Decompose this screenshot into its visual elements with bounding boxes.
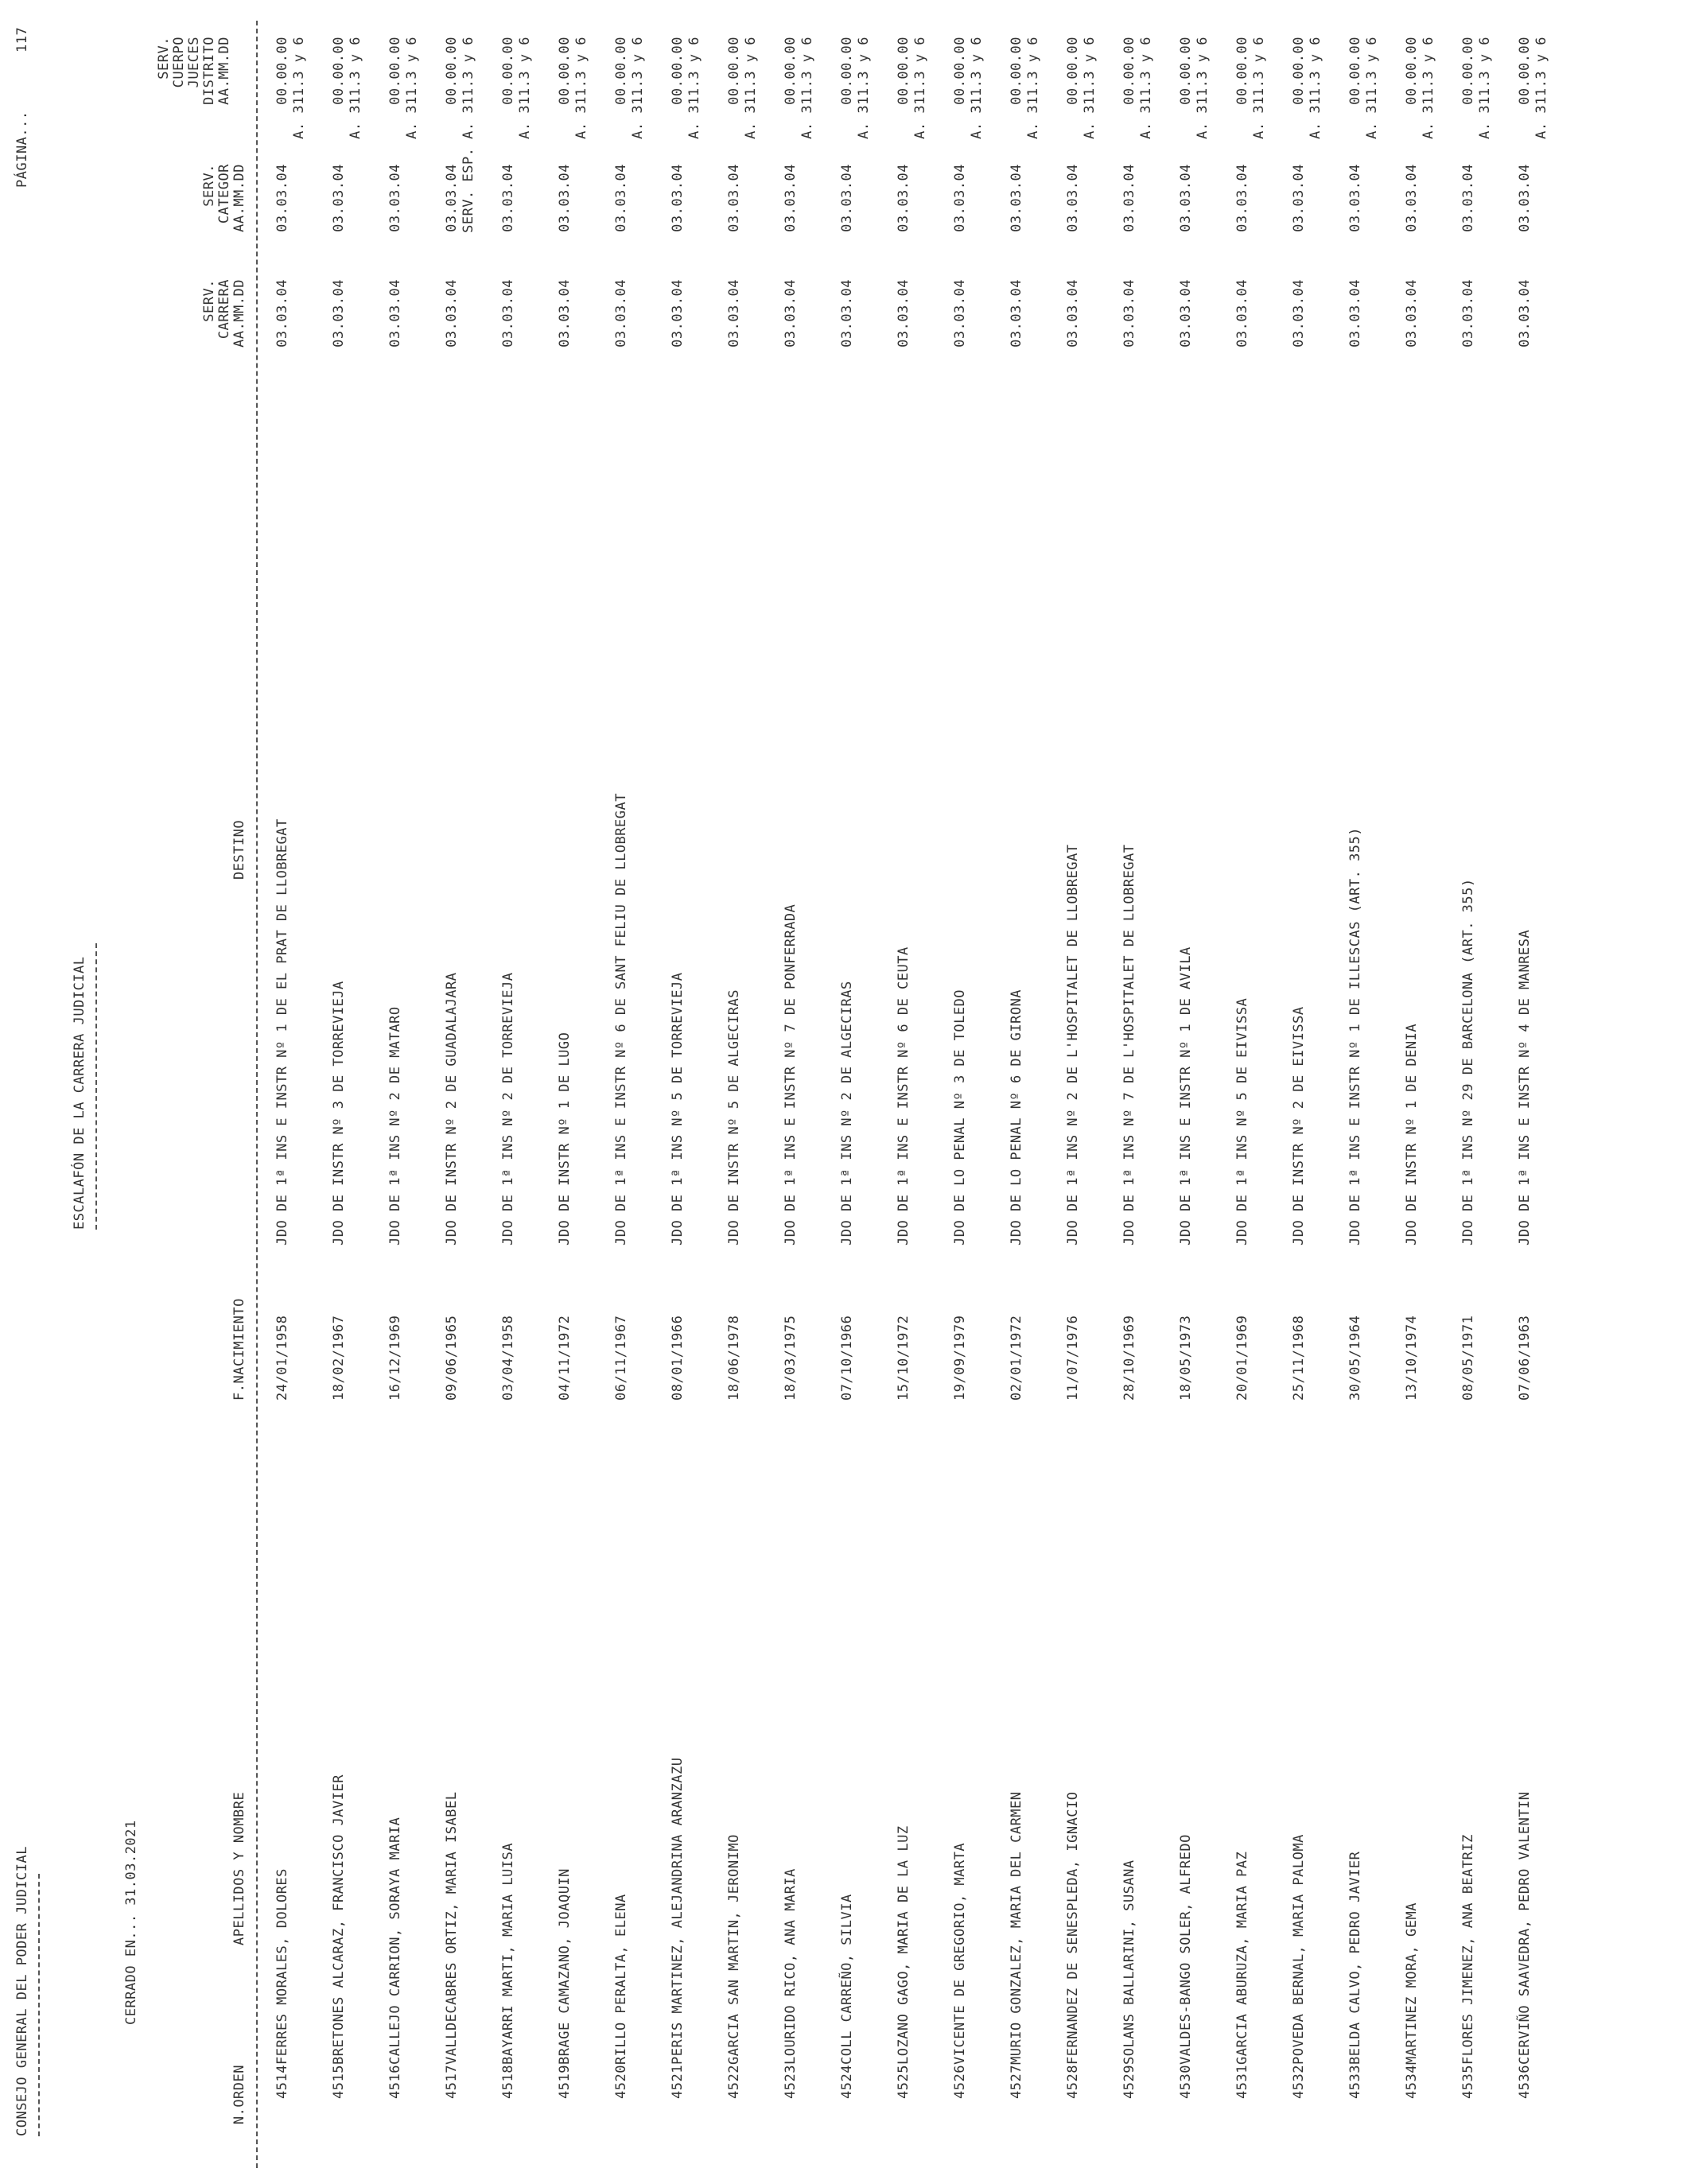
row-categ: 03.03.04 (1460, 164, 1476, 232)
row-distr: 00.00.00 (274, 37, 290, 105)
header-fecha: F.NACIMIENTO (231, 1298, 247, 1401)
header-categ-1: SERV. (201, 164, 217, 207)
row-fecha: 11/07/1976 (1065, 1315, 1081, 1401)
row-carrera: 03.03.04 (331, 279, 347, 348)
row-categ: 03.03.04 (670, 164, 686, 232)
row-orden: 4526 (952, 2065, 968, 2099)
row-fecha: 18/02/1967 (331, 1315, 347, 1401)
row-nombre: COLL CARREÑO, SILVIA (839, 1894, 855, 2065)
cerrado-date: CERRADO EN... 31.03.2021 (123, 1820, 139, 2025)
row-categ: 03.03.04 (952, 164, 968, 232)
row-distr: 00.00.00 (896, 37, 912, 105)
row-destino: JDO DE 1ª INS Nº 2 DE ALGECIRAS (839, 981, 855, 1246)
row-orden: 4520 (613, 2065, 629, 2099)
row-extra: A. 311.3 y 6 (1251, 37, 1267, 139)
row-orden: 4529 (1122, 2065, 1137, 2099)
row-nombre: BRETONES ALCARAZ, FRANCISCO JAVIER (331, 1774, 347, 2065)
row-destino: JDO DE 1ª INS Nº 2 DE MATARO (387, 1006, 403, 1246)
row-destino: JDO DE INSTR Nº 5 DE ALGECIRAS (726, 989, 742, 1246)
row-extra: A. 311.3 y 6 (291, 37, 307, 139)
row-nombre: FLORES JIMENEZ, ANA BEATRIZ (1460, 1834, 1476, 2065)
row-distr: 00.00.00 (1065, 37, 1081, 105)
row-distr: 00.00.00 (1234, 37, 1250, 105)
row-fecha: 08/01/1966 (670, 1315, 686, 1401)
row-categ: 03.03.04 (1009, 164, 1024, 232)
row-carrera: 03.03.04 (387, 279, 403, 348)
row-distr: 00.00.00 (726, 37, 742, 105)
row-extra: A. 311.3 y 6 (1082, 37, 1098, 139)
row-orden: 4536 (1517, 2065, 1533, 2099)
page-number: 117 (14, 26, 30, 52)
header-destino: DESTINO (231, 819, 247, 880)
row-destino: JDO DE INSTR Nº 1 DE LUGO (557, 1032, 573, 1246)
row-distr: 00.00.00 (1291, 37, 1307, 105)
header-nombre: APELLIDOS Y NOMBRE (231, 1791, 247, 1945)
row-carrera: 03.03.04 (1234, 279, 1250, 348)
row-orden: 4534 (1404, 2065, 1420, 2099)
row-extra: A. 311.3 y 6 (1195, 37, 1211, 139)
row-carrera: 03.03.04 (1404, 279, 1420, 348)
row-categ: 03.03.04 (1404, 164, 1420, 232)
row-distr: 00.00.00 (387, 37, 403, 105)
row-fecha: 28/10/1969 (1122, 1315, 1137, 1401)
row-carrera: 03.03.04 (557, 279, 573, 348)
row-carrera: 03.03.04 (613, 279, 629, 348)
row-extra: A. 311.3 y 6 (1421, 37, 1436, 139)
row-orden: 4527 (1009, 2065, 1024, 2099)
row-carrera: 03.03.04 (1009, 279, 1024, 348)
row-categ: 03.03.04 (557, 164, 573, 232)
row-orden: 4522 (726, 2065, 742, 2099)
row-distr: 00.00.00 (783, 37, 799, 105)
row-extra: A. 311.3 y 6 (1308, 37, 1324, 139)
row-destino: JDO DE INSTR Nº 1 DE DENIA (1404, 1023, 1420, 1246)
title-underline (95, 943, 97, 1230)
row-distr: 00.00.00 (1122, 37, 1137, 105)
row-extra: A. 311.3 y 6 (743, 37, 759, 139)
row-carrera: 03.03.04 (896, 279, 912, 348)
row-destino: JDO DE 1ª INS E INSTR Nº 1 DE ILLESCAS (ART. 355) (1347, 826, 1363, 1246)
row-distr: 00.00.00 (613, 37, 629, 105)
row-carrera: 03.03.04 (1347, 279, 1363, 348)
row-fecha: 04/11/1972 (557, 1315, 573, 1401)
document-title: ESCALAFÓN DE LA CARRERA JUDICIAL (72, 956, 87, 1230)
row-fecha: 30/05/1964 (1347, 1315, 1363, 1401)
row-categ: 03.03.04 (1234, 164, 1250, 232)
row-extra: A. 311.3 y 6 (1534, 37, 1549, 139)
row-nombre: BELDA CALVO, PEDRO JAVIER (1347, 1851, 1363, 2065)
row-orden: 4519 (557, 2065, 573, 2099)
row-destino: JDO DE 1ª INS Nº 5 DE EIVISSA (1234, 997, 1250, 1246)
row-orden: 4514 (274, 2065, 290, 2099)
row-destino: JDO DE 1ª INS E INSTR Nº 7 DE PONFERRADA (783, 904, 799, 1246)
row-destino: JDO DE INSTR Nº 2 DE EIVISSA (1291, 1006, 1307, 1246)
row-orden: 4521 (670, 2065, 686, 2099)
row-nombre: VICENTE DE GREGORIO, MARTA (952, 1842, 968, 2065)
row-orden: 4525 (896, 2065, 912, 2099)
header-carrera-1: SERV. (201, 279, 217, 322)
page-label: PÁGINA... (14, 111, 30, 188)
row-extra: SERV. ESP. A. 311.3 y 6 (461, 37, 476, 233)
row-fecha: 15/10/1972 (896, 1315, 912, 1401)
row-nombre: LOZANO GAGO, MARIA DE LA LUZ (896, 1825, 912, 2065)
row-carrera: 03.03.04 (670, 279, 686, 348)
row-nombre: PERIS MARTINEZ, ALEJANDRINA ARANZAZU (670, 1757, 686, 2065)
row-extra: A. 311.3 y 6 (348, 37, 363, 139)
row-orden: 4531 (1234, 2065, 1250, 2099)
header-orden: N.ORDEN (231, 2065, 247, 2125)
row-destino: JDO DE LO PENAL Nº 6 DE GIRONA (1009, 989, 1024, 1246)
row-destino: JDO DE 1ª INS E INSTR Nº 1 DE EL PRAT DE LLOBREGAT (274, 818, 290, 1246)
row-categ: 03.03.04 (726, 164, 742, 232)
row-fecha: 16/12/1969 (387, 1315, 403, 1401)
header-categ-3: AA.MM.DD (231, 164, 247, 232)
row-categ: 03.03.04 (274, 164, 290, 232)
organization-underline (38, 1874, 40, 2136)
row-nombre: GARCIA SAN MARTIN, JERONIMO (726, 1834, 742, 2065)
row-distr: 00.00.00 (1404, 37, 1420, 105)
row-fecha: 18/03/1975 (783, 1315, 799, 1401)
row-nombre: VALLDECABRES ORTIZ, MARIA ISABEL (444, 1791, 460, 2065)
row-destino: JDO DE LO PENAL Nº 3 DE TOLEDO (952, 989, 968, 1246)
row-nombre: MURIO GONZALEZ, MARIA DEL CARMEN (1009, 1791, 1024, 2065)
row-categ: 03.03.04 (1178, 164, 1194, 232)
row-distr: 00.00.00 (557, 37, 573, 105)
row-categ: 03.03.04 (896, 164, 912, 232)
row-distr: 00.00.00 (839, 37, 855, 105)
header-distr-3: JUECES (186, 37, 202, 88)
row-orden: 4532 (1291, 2065, 1307, 2099)
row-fecha: 18/06/1978 (726, 1315, 742, 1401)
row-categ: 03.03.04 (387, 164, 403, 232)
row-distr: 00.00.00 (670, 37, 686, 105)
row-nombre: SOLANS BALLARINI, SUSANA (1122, 1860, 1137, 2065)
row-categ: 03.03.04 (444, 164, 460, 232)
row-distr: 00.00.00 (500, 37, 516, 105)
row-nombre: FERRES MORALES, DOLORES (274, 1868, 290, 2065)
row-destino: JDO DE 1ª INS E INSTR Nº 4 DE MANRESA (1517, 929, 1533, 1246)
row-carrera: 03.03.04 (839, 279, 855, 348)
row-extra: A. 311.3 y 6 (969, 37, 985, 139)
row-extra: A. 311.3 y 6 (1138, 37, 1154, 139)
row-fecha: 25/11/1968 (1291, 1315, 1307, 1401)
header-carrera-3: AA.MM.DD (231, 279, 247, 348)
row-extra: A. 311.3 y 6 (686, 37, 702, 139)
row-carrera: 03.03.04 (500, 279, 516, 348)
organization-name: CONSEJO GENERAL DEL PODER JUDICIAL (14, 1846, 30, 2136)
row-orden: 4530 (1178, 2065, 1194, 2099)
row-destino: JDO DE 1ª INS E INSTR Nº 6 DE CEUTA (896, 946, 912, 1246)
header-separator (256, 21, 258, 2168)
header-categ-2: CATEGOR (216, 164, 232, 224)
row-extra: A. 311.3 y 6 (912, 37, 928, 139)
row-orden: 4523 (783, 2065, 799, 2099)
row-nombre: BRAGE CAMAZANO, JOAQUIN (557, 1868, 573, 2065)
row-carrera: 03.03.04 (274, 279, 290, 348)
row-orden: 4535 (1460, 2065, 1476, 2099)
row-destino: JDO DE INSTR Nº 2 DE GUADALAJARA (444, 972, 460, 1246)
row-fecha: 06/11/1967 (613, 1315, 629, 1401)
row-extra: A. 311.3 y 6 (799, 37, 815, 139)
row-fecha: 08/05/1971 (1460, 1315, 1476, 1401)
row-fecha: 03/04/1958 (500, 1315, 516, 1401)
row-destino: JDO DE 1ª INS E INSTR Nº 6 DE SANT FELIU DE LLOBREGAT (613, 793, 629, 1246)
row-destino: JDO DE 1ª INS Nº 7 DE L'HOSPITALET DE LLOBREGAT (1122, 844, 1137, 1246)
row-nombre: GARCIA ABURUZA, MARIA PAZ (1234, 1851, 1250, 2065)
row-categ: 03.03.04 (1122, 164, 1137, 232)
row-fecha: 07/10/1966 (839, 1315, 855, 1401)
row-nombre: VALDES-BANGO SOLER, ALFREDO (1178, 1834, 1194, 2065)
row-extra: A. 311.3 y 6 (573, 37, 589, 139)
row-nombre: BAYARRI MARTI, MARIA LUISA (500, 1842, 516, 2065)
row-categ: 03.03.04 (331, 164, 347, 232)
header-distr-2: CUERPO (171, 37, 187, 88)
row-extra: A. 311.3 y 6 (856, 37, 872, 139)
row-destino: JDO DE 1ª INS Nº 29 DE BARCELONA (ART. 355) (1460, 878, 1476, 1246)
row-extra: A. 311.3 y 6 (517, 37, 533, 139)
row-nombre: POVEDA BERNAL, MARIA PALOMA (1291, 1834, 1307, 2065)
row-orden: 4516 (387, 2065, 403, 2099)
row-extra: A. 311.3 y 6 (404, 37, 420, 139)
row-carrera: 03.03.04 (444, 279, 460, 348)
row-destino: JDO DE INSTR Nº 3 DE TORREVIEJA (331, 981, 347, 1246)
row-nombre: FERNANDEZ DE SENESPLEDA, IGNACIO (1065, 1791, 1081, 2065)
header-distr-5: AA.MM.DD (216, 37, 232, 105)
row-distr: 00.00.00 (1460, 37, 1476, 105)
row-distr: 00.00.00 (1517, 37, 1533, 105)
row-categ: 03.03.04 (613, 164, 629, 232)
row-fecha: 24/01/1958 (274, 1315, 290, 1401)
row-carrera: 03.03.04 (952, 279, 968, 348)
row-fecha: 20/01/1969 (1234, 1315, 1250, 1401)
row-extra: A. 311.3 y 6 (630, 37, 646, 139)
row-carrera: 03.03.04 (1122, 279, 1137, 348)
row-extra: A. 311.3 y 6 (1025, 37, 1041, 139)
row-nombre: CERVIÑO SAAVEDRA, PEDRO VALENTIN (1517, 1791, 1533, 2065)
row-distr: 00.00.00 (952, 37, 968, 105)
row-categ: 03.03.04 (1517, 164, 1533, 232)
row-fecha: 09/06/1965 (444, 1315, 460, 1401)
row-carrera: 03.03.04 (1460, 279, 1476, 348)
row-categ: 03.03.04 (500, 164, 516, 232)
row-nombre: LOURIDO RICO, ANA MARIA (783, 1868, 799, 2065)
row-carrera: 03.03.04 (1178, 279, 1194, 348)
row-orden: 4528 (1065, 2065, 1081, 2099)
row-carrera: 03.03.04 (726, 279, 742, 348)
row-orden: 4515 (331, 2065, 347, 2099)
row-carrera: 03.03.04 (1065, 279, 1081, 348)
row-fecha: 18/05/1973 (1178, 1315, 1194, 1401)
row-distr: 00.00.00 (331, 37, 347, 105)
row-categ: 03.03.04 (1347, 164, 1363, 232)
row-orden: 4533 (1347, 2065, 1363, 2099)
row-distr: 00.00.00 (444, 37, 460, 105)
row-distr: 00.00.00 (1178, 37, 1194, 105)
row-categ: 03.03.04 (1291, 164, 1307, 232)
row-categ: 03.03.04 (1065, 164, 1081, 232)
row-fecha: 02/01/1972 (1009, 1315, 1024, 1401)
row-extra: A. 311.3 y 6 (1364, 37, 1380, 139)
row-carrera: 03.03.04 (1517, 279, 1533, 348)
row-fecha: 19/09/1979 (952, 1315, 968, 1401)
header-distr-4: DISTRITO (201, 37, 217, 105)
row-destino: JDO DE 1ª INS Nº 2 DE TORREVIEJA (500, 972, 516, 1246)
row-nombre: CALLEJO CARRION, SORAYA MARIA (387, 1817, 403, 2065)
row-carrera: 03.03.04 (1291, 279, 1307, 348)
row-fecha: 13/10/1974 (1404, 1315, 1420, 1401)
row-orden: 4518 (500, 2065, 516, 2099)
row-nombre: MARTINEZ MORA, GEMA (1404, 1902, 1420, 2065)
row-fecha: 07/06/1963 (1517, 1315, 1533, 1401)
row-nombre: RILLO PERALTA, ELENA (613, 1894, 629, 2065)
row-distr: 00.00.00 (1347, 37, 1363, 105)
header-carrera-2: CARRERA (216, 279, 232, 340)
row-destino: JDO DE 1ª INS Nº 5 DE TORREVIEJA (670, 972, 686, 1246)
row-destino: JDO DE 1ª INS Nº 2 DE L'HOSPITALET DE LLOBREGAT (1065, 844, 1081, 1246)
row-orden: 4517 (444, 2065, 460, 2099)
header-distr-1: SERV. (156, 37, 172, 80)
row-orden: 4524 (839, 2065, 855, 2099)
row-categ: 03.03.04 (783, 164, 799, 232)
row-distr: 00.00.00 (1009, 37, 1024, 105)
row-categ: 03.03.04 (839, 164, 855, 232)
row-destino: JDO DE 1ª INS E INSTR Nº 1 DE AVILA (1178, 946, 1194, 1246)
row-carrera: 03.03.04 (783, 279, 799, 348)
row-extra: A. 311.3 y 6 (1477, 37, 1493, 139)
